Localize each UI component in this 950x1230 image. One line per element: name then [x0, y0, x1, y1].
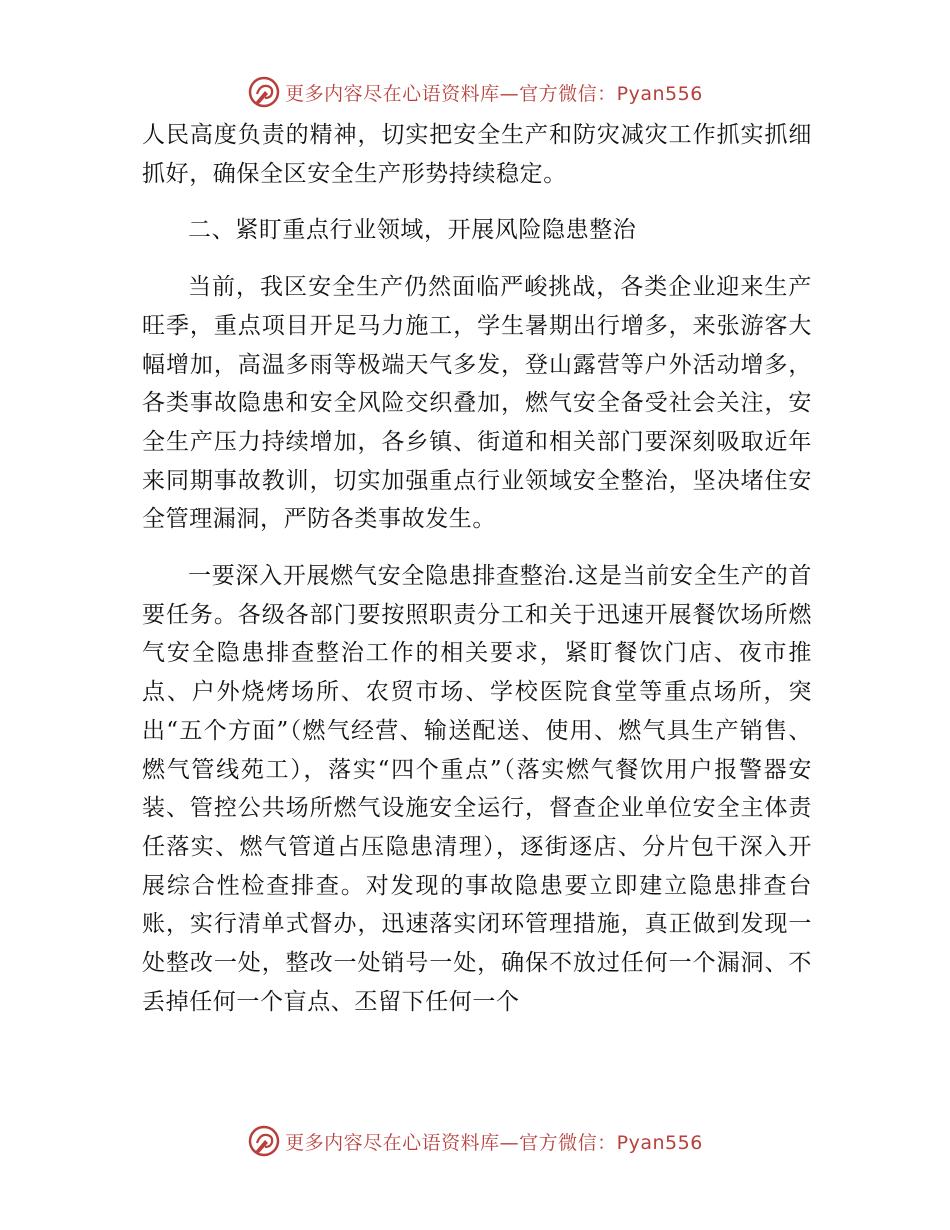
brain-pen-logo-icon [247, 75, 281, 109]
paragraph-current-situation: 当前，我区安全生产仍然面临严峻挑战，各类企业迎来生产旺季，重点项目开足马力施工，学生暑期出行增多，来张游客大幅增加，高温多雨等极端天气多发，登山露营等户外活动增多，各类事故隐患和安全风险交织叠加，燃气安全备受社会关注，安全生产压力持续增加，各乡镇、街道和相关部门要深刻吸取近年来同期事故教训，切实加强重点行业领域安全整治，坚决堵住安全管理漏洞，严防各类事故发生。 [142, 274, 812, 533]
footer-watermark-banner [0, 1121, 950, 1161]
document-body [142, 116, 812, 1021]
header-watermark-banner [0, 72, 950, 112]
header-watermark-text: 更多内容尽在心语资料库—官方微信：Pyan556 [285, 82, 703, 105]
brain-pen-logo-icon [247, 1124, 281, 1158]
paragraph-gas-safety: 一要深入开展燃气安全隐患排查整治.这是当前安全生产的首要任务。各级各部门要按照职责分工和关于迅速开展餐饮场所燃气安全隐患排查整治工作的相关要求，紧盯餐饮门店、夜市推点、户外烧烤场所、农贸市场、学校医院食堂等重点场所，突出“五个方面”（燃气经营、输送配送、使用、燃气具生产销售、燃气管线苑工），落实“四个重点”（落实燃气餐饮用户报警器安装、管控公共场所燃气设施安全运行，督查企业单位安全主体责任落实、燃气管道占压隐患清理），逐街逐店、分片包干深入开展综合性检查排查。对发现的事故隐患要立即建立隐患排查台账，实行清单式督办，迅速落实闭环管理措施，真正做到发现一处整改一处，整改一处销号一处，确保不放过任何一个漏洞、不丢掉任何一个盲点、丕留下任何一个 [142, 563, 812, 1015]
section-heading: 二、紧盯重点行业领域，开展风险隐患整治 [188, 217, 637, 244]
paragraph-continuation: 人民高度负责的精神，切实把安全生产和防灾减灾工作抓实抓细抓好，确保全区安全生产形势持续稳定。 [142, 122, 812, 187]
footer-watermark-text: 更多内容尽在心语资料库—官方微信：Pyan556 [285, 1131, 703, 1154]
